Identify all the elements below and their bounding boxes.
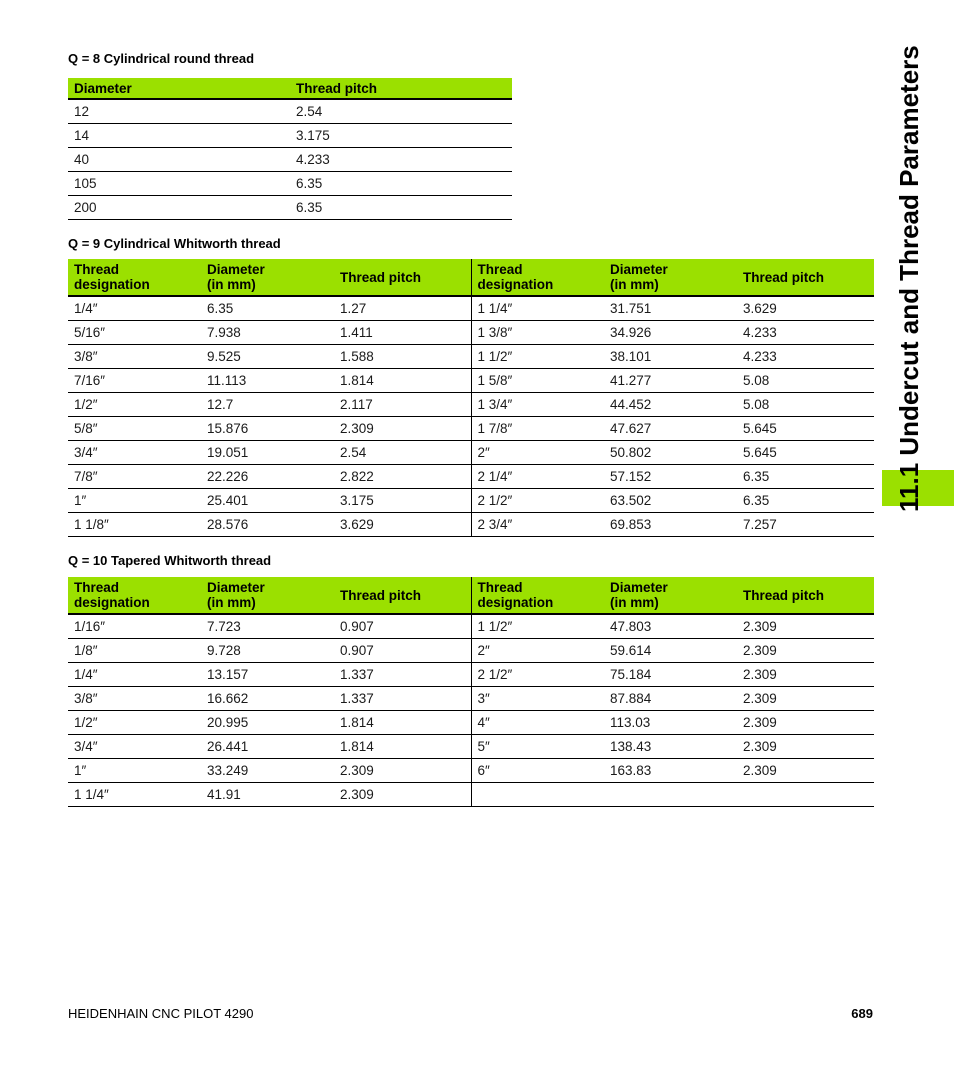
table-cell: 2.117 (334, 393, 471, 417)
table-cell (471, 783, 604, 807)
table-cell: 105 (68, 172, 290, 196)
table-cell: 1″ (68, 489, 201, 513)
table-row (68, 369, 874, 393)
table-cell: 75.184 (604, 663, 737, 687)
column-header-text: (in mm) (610, 595, 659, 610)
table-cell: 0.907 (334, 639, 471, 663)
table-row (68, 321, 874, 345)
column-header-text: Thread (74, 262, 120, 277)
column-header-text: Thread pitch (340, 269, 422, 285)
table-cell: 0.907 (334, 614, 471, 639)
table-cell: 5.08 (737, 393, 874, 417)
table-row (68, 196, 512, 220)
column-header (201, 259, 334, 296)
column-header-text: Thread pitch (743, 269, 825, 285)
table-cell: 6.35 (290, 172, 512, 196)
table-cell: 4″ (471, 711, 604, 735)
table-cell: 59.614 (604, 639, 737, 663)
table-row (68, 99, 512, 124)
table-cell: 57.152 (604, 465, 737, 489)
table-cell: 3/8″ (68, 687, 201, 711)
table-cell: 1.411 (334, 321, 471, 345)
table-cell: 5″ (471, 735, 604, 759)
table-row (68, 417, 874, 441)
table-cell: 9.728 (201, 639, 334, 663)
column-header (201, 577, 334, 614)
table-row (68, 783, 874, 807)
table-cell: 1/4″ (68, 296, 201, 321)
column-header: Thread pitch (290, 78, 512, 99)
column-header-text: designation (477, 277, 554, 292)
table-cell: 41.91 (201, 783, 334, 807)
footer-manual-name: HEIDENHAIN CNC PILOT 4290 (68, 1006, 254, 1021)
table-cell: 2 1/2″ (471, 489, 604, 513)
table-cell: 1 3/4″ (471, 393, 604, 417)
table-cell: 2.309 (737, 663, 874, 687)
table-cell: 9.525 (201, 345, 334, 369)
whitworth-thread-table (68, 259, 874, 537)
table-cell: 1.337 (334, 663, 471, 687)
column-header-text: designation (74, 595, 150, 610)
table-cell: 200 (68, 196, 290, 220)
table-cell: 2.54 (290, 99, 512, 124)
table-cell: 5/8″ (68, 417, 201, 441)
table-row (68, 663, 874, 687)
table-cell: 41.277 (604, 369, 737, 393)
table-cell: 5.645 (737, 441, 874, 465)
column-header-text: Thread (477, 262, 523, 277)
table-cell: 5/16″ (68, 321, 201, 345)
table-cell: 31.751 (604, 296, 737, 321)
table-cell: 2.822 (334, 465, 471, 489)
table-cell: 7/8″ (68, 465, 201, 489)
table-cell: 3/4″ (68, 735, 201, 759)
table-cell: 6.35 (290, 196, 512, 220)
column-header (334, 259, 471, 296)
column-header (68, 259, 201, 296)
table-cell: 1 1/2″ (471, 614, 604, 639)
table-row (68, 441, 874, 465)
column-header-text: Thread (74, 580, 120, 595)
table-row (68, 172, 512, 196)
table-cell: 2.309 (737, 614, 874, 639)
table-cell: 7.257 (737, 513, 874, 537)
table-row (68, 489, 874, 513)
table-cell: 2.309 (334, 759, 471, 783)
table-cell: 3/8″ (68, 345, 201, 369)
table-cell (737, 783, 874, 807)
column-header-text: designation (477, 595, 554, 610)
table-row (68, 393, 874, 417)
table-cell: 28.576 (201, 513, 334, 537)
column-header (68, 577, 201, 614)
column-header (471, 259, 604, 296)
table-cell: 1/2″ (68, 711, 201, 735)
table-cell: 25.401 (201, 489, 334, 513)
table-cell: 1.814 (334, 711, 471, 735)
table-cell: 3/4″ (68, 441, 201, 465)
table-row (68, 735, 874, 759)
table-cell: 1 3/8″ (471, 321, 604, 345)
table-cell: 2.309 (737, 735, 874, 759)
table-cell: 6.35 (201, 296, 334, 321)
table-cell: 6.35 (737, 465, 874, 489)
table-cell: 87.884 (604, 687, 737, 711)
tapered-thread-heading: Q = 10 Tapered Whitworth thread (68, 553, 272, 568)
column-header-text: (in mm) (610, 277, 659, 292)
table-row (68, 614, 874, 639)
table-row (68, 711, 874, 735)
table-cell: 1.27 (334, 296, 471, 321)
column-header-text: Thread (477, 580, 523, 595)
table-cell: 2.54 (334, 441, 471, 465)
table-row (68, 759, 874, 783)
table-cell: 16.662 (201, 687, 334, 711)
table-cell: 69.853 (604, 513, 737, 537)
table-cell: 1.337 (334, 687, 471, 711)
column-header (737, 259, 874, 296)
table-cell: 1 7/8″ (471, 417, 604, 441)
table-cell: 2.309 (737, 711, 874, 735)
round-thread-heading: Q = 8 Cylindrical round thread (68, 51, 255, 66)
table-cell: 26.441 (201, 735, 334, 759)
table-cell: 1/8″ (68, 639, 201, 663)
table-cell: 1 1/4″ (68, 783, 201, 807)
column-header-text: (in mm) (207, 277, 256, 292)
table-cell: 1/4″ (68, 663, 201, 687)
column-header (604, 259, 737, 296)
column-header: Diameter (68, 78, 290, 99)
table-cell: 4.233 (737, 345, 874, 369)
table-row (68, 296, 874, 321)
column-header (471, 577, 604, 614)
table-cell: 3.175 (334, 489, 471, 513)
table-row (68, 345, 874, 369)
table-cell: 7.723 (201, 614, 334, 639)
table-cell: 1.814 (334, 735, 471, 759)
table-row (68, 513, 874, 537)
table-cell: 3.629 (737, 296, 874, 321)
chapter-side-title: 11.1 Undercut and Thread Parameters (894, 45, 924, 512)
table-cell: 1/16″ (68, 614, 201, 639)
table-cell: 1.588 (334, 345, 471, 369)
table-cell: 4.233 (290, 148, 512, 172)
table-cell: 1 1/2″ (471, 345, 604, 369)
column-header-text: Diameter (610, 262, 668, 277)
tapered-thread-table (68, 577, 874, 807)
table-cell: 19.051 (201, 441, 334, 465)
table-cell: 2.309 (334, 783, 471, 807)
table-cell: 15.876 (201, 417, 334, 441)
table-cell: 5.645 (737, 417, 874, 441)
table-cell: 2.309 (334, 417, 471, 441)
table-cell: 7/16″ (68, 369, 201, 393)
table-cell (604, 783, 737, 807)
table-cell: 2.309 (737, 687, 874, 711)
table-row (68, 639, 874, 663)
table-cell: 40 (68, 148, 290, 172)
round-thread-table (68, 78, 512, 220)
table-cell: 1 1/8″ (68, 513, 201, 537)
table-cell: 12 (68, 99, 290, 124)
table-row (68, 124, 512, 148)
table-cell: 50.802 (604, 441, 737, 465)
table-cell: 1/2″ (68, 393, 201, 417)
table-cell: 34.926 (604, 321, 737, 345)
footer-page-number: 689 (851, 1006, 873, 1021)
table-cell: 1″ (68, 759, 201, 783)
table-header-row (68, 259, 874, 296)
table-header-row (68, 78, 512, 99)
table-cell: 5.08 (737, 369, 874, 393)
table-cell: 33.249 (201, 759, 334, 783)
column-header (737, 577, 874, 614)
table-cell: 14 (68, 124, 290, 148)
column-header-text: (in mm) (207, 595, 256, 610)
column-header-text: Diameter (207, 262, 265, 277)
table-header-row (68, 577, 874, 614)
table-row (68, 687, 874, 711)
table-cell: 6.35 (737, 489, 874, 513)
table-cell: 44.452 (604, 393, 737, 417)
column-header (604, 577, 737, 614)
column-header (334, 577, 471, 614)
table-cell: 6″ (471, 759, 604, 783)
table-cell: 12.7 (201, 393, 334, 417)
table-cell: 47.803 (604, 614, 737, 639)
table-row (68, 148, 512, 172)
table-cell: 47.627 (604, 417, 737, 441)
table-cell: 2″ (471, 639, 604, 663)
table-row (68, 465, 874, 489)
column-header-text: Thread pitch (743, 587, 825, 603)
table-cell: 2″ (471, 441, 604, 465)
whitworth-thread-heading: Q = 9 Cylindrical Whitworth thread (68, 236, 281, 251)
table-cell: 113.03 (604, 711, 737, 735)
column-header-text: Diameter (207, 580, 265, 595)
table-cell: 2 3/4″ (471, 513, 604, 537)
table-cell: 4.233 (737, 321, 874, 345)
table-cell: 20.995 (201, 711, 334, 735)
table-cell: 7.938 (201, 321, 334, 345)
table-cell: 22.226 (201, 465, 334, 489)
table-cell: 2 1/2″ (471, 663, 604, 687)
table-cell: 13.157 (201, 663, 334, 687)
table-cell: 2.309 (737, 639, 874, 663)
table-cell: 3.629 (334, 513, 471, 537)
table-cell: 2 1/4″ (471, 465, 604, 489)
table-cell: 138.43 (604, 735, 737, 759)
column-header-text: Diameter (610, 580, 668, 595)
table-cell: 163.83 (604, 759, 737, 783)
table-cell: 11.113 (201, 369, 334, 393)
table-cell: 1 5/8″ (471, 369, 604, 393)
table-cell: 63.502 (604, 489, 737, 513)
table-cell: 3″ (471, 687, 604, 711)
table-cell: 3.175 (290, 124, 512, 148)
table-cell: 2.309 (737, 759, 874, 783)
table-cell: 1.814 (334, 369, 471, 393)
table-cell: 38.101 (604, 345, 737, 369)
table-cell: 1 1/4″ (471, 296, 604, 321)
column-header-text: Thread pitch (340, 587, 422, 603)
column-header-text: designation (74, 277, 150, 292)
